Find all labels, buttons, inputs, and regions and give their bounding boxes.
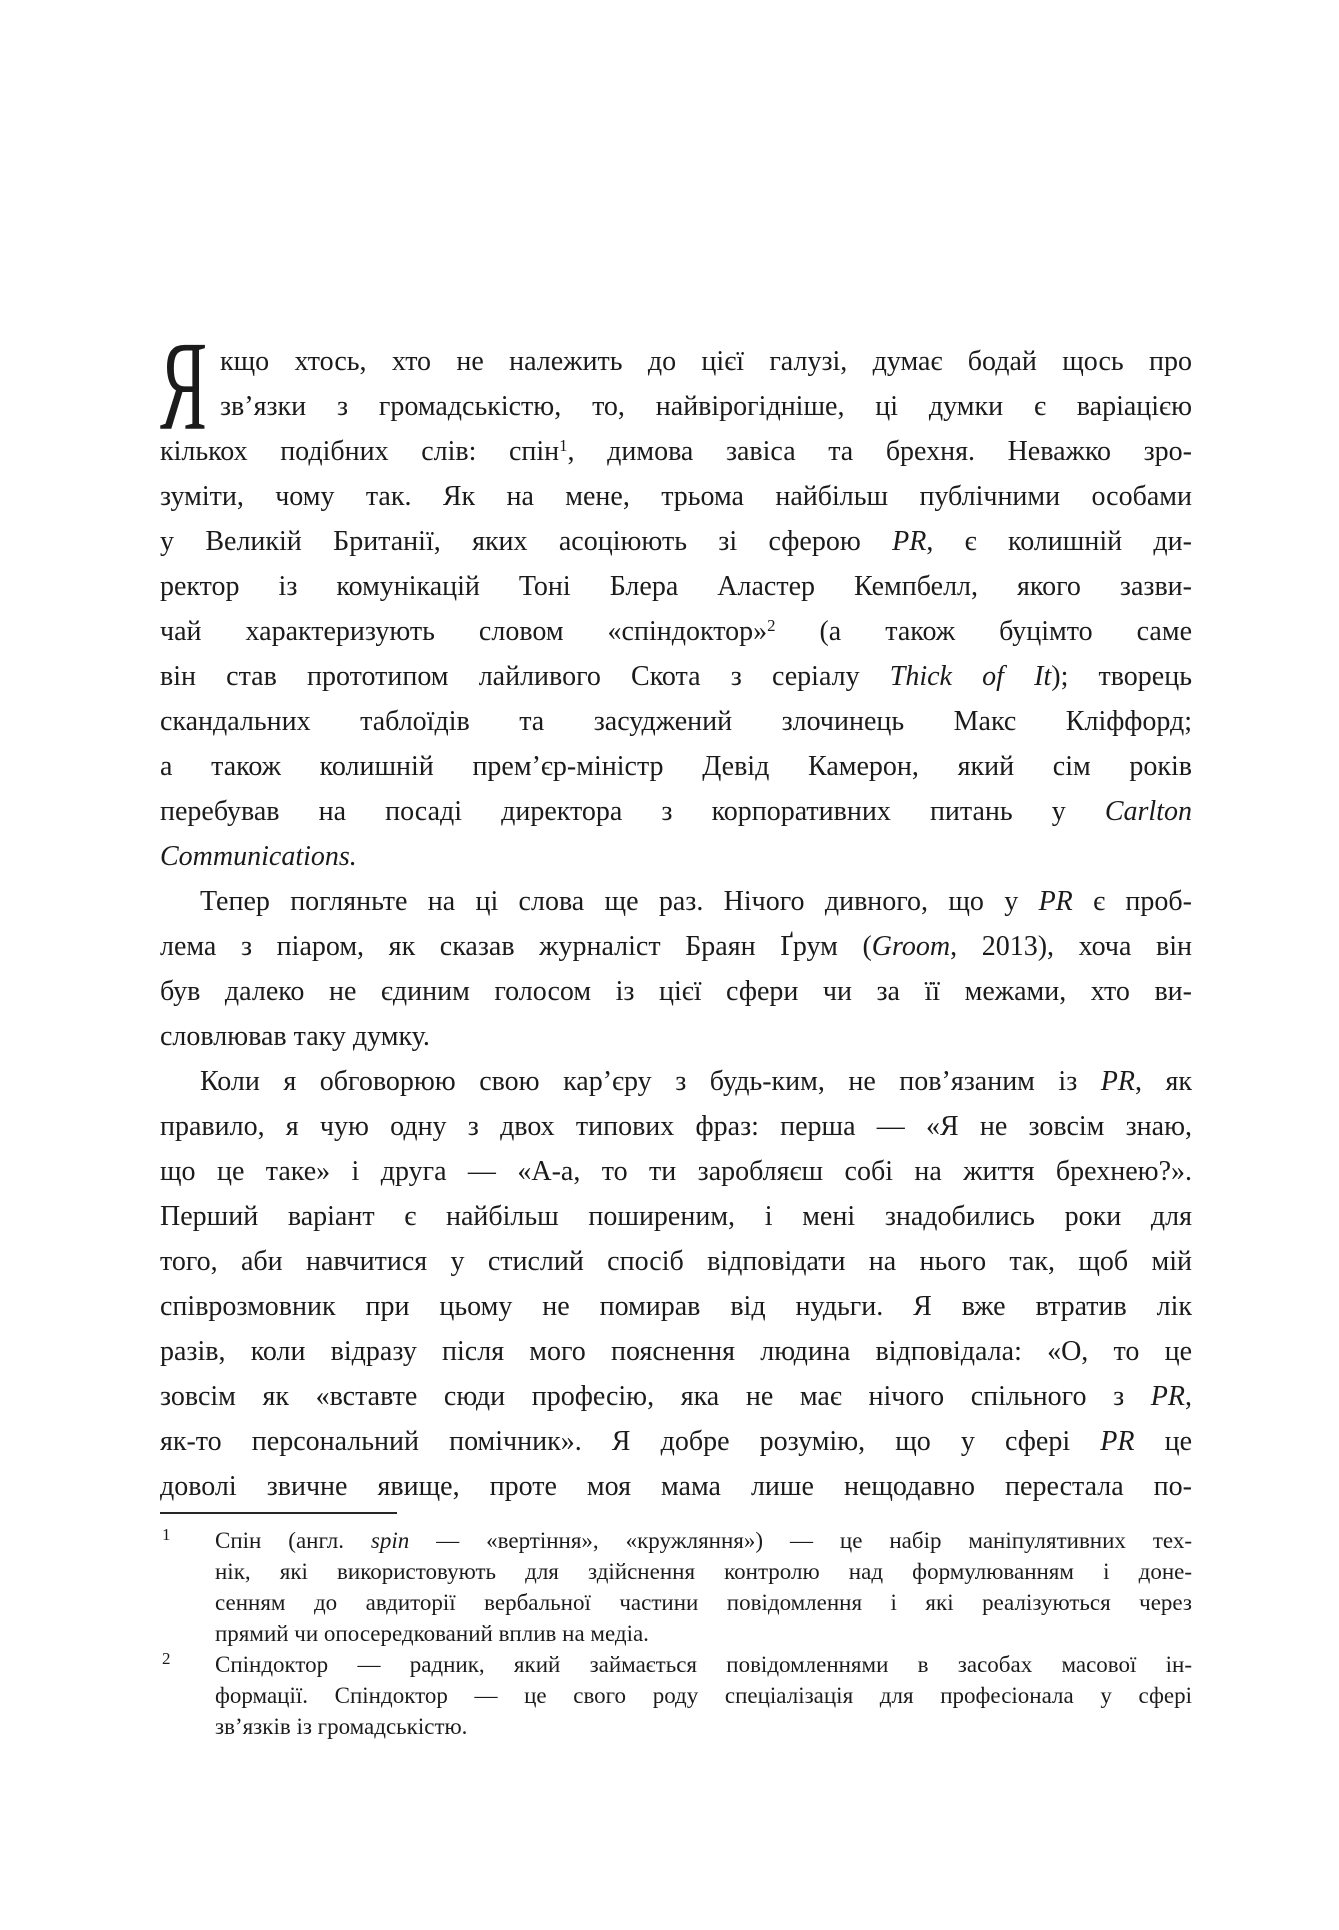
footnote-marker xyxy=(160,1525,215,1649)
text-segment: це xyxy=(1134,1426,1192,1457)
text-line xyxy=(160,1014,1192,1059)
text-segment: співрозмовник при цьому не помирав від нудьги. Я вже втратив лік xyxy=(160,1291,1192,1322)
italic-segment: PR xyxy=(1100,1426,1135,1457)
footnote-text xyxy=(215,1525,1192,1649)
text-segment: (а також буцімто саме xyxy=(775,616,1192,647)
text-line xyxy=(160,1194,1192,1239)
text-line xyxy=(160,609,1192,654)
italic-segment: Groom xyxy=(871,931,951,962)
text-line xyxy=(160,744,1192,789)
text-line xyxy=(160,519,1192,564)
italic-segment: spin xyxy=(370,1528,410,1553)
text-line xyxy=(215,1680,1192,1711)
body-text xyxy=(160,315,1193,1509)
text-segment: , 2013), хоча він xyxy=(950,931,1192,962)
text-line xyxy=(160,429,1192,474)
text-segment: Спін (англ. xyxy=(215,1528,371,1553)
text-segment: у Великій Британії, яких асоціюють зі сферою xyxy=(160,526,893,557)
text-line xyxy=(160,1464,1192,1509)
paragraph xyxy=(160,315,1192,879)
italic-segment: PR xyxy=(892,526,927,557)
text-segment: Коли я обговорюю свою кар’єру з будь-ким, не пов’язаним із xyxy=(200,1066,1101,1097)
text-line xyxy=(160,879,1192,924)
text-segment: сенням до авдиторії вербальної частини повідомлення і які реалізуються через xyxy=(215,1590,1192,1615)
text-segment: лема з піаром, як сказав журналіст Браян Ґрум ( xyxy=(160,931,872,962)
text-segment: нік, які використовують для здійснення контролю над формулюванням і доне- xyxy=(215,1559,1192,1584)
text-segment: доволі звичне явище, проте моя мама лише нещодавно перестала по- xyxy=(160,1471,1192,1502)
text-segment: перебував на посаді директора з корпоративних питань у xyxy=(160,796,1105,827)
footnote-marker-number: 2 xyxy=(162,1649,171,1668)
italic-segment: PR xyxy=(1150,1381,1185,1412)
footnote-text xyxy=(215,1649,1192,1742)
text-segment: словлював таку думку. xyxy=(160,1021,430,1052)
italic-segment: PR xyxy=(1038,886,1073,917)
italic-segment: PR xyxy=(1100,1066,1135,1097)
drop-cap xyxy=(160,315,212,457)
text-segment: що це таке» і друга — «А-а, то ти заробляєш собі на життя брехнею?». xyxy=(160,1156,1192,1187)
text-segment: Тепер погляньте на ці слова ще раз. Нічого дивного, що у xyxy=(200,886,1039,917)
text-line xyxy=(160,834,1192,879)
text-segment: був далеко не єдиним голосом із цієї сфери чи за її межами, хто ви- xyxy=(160,976,1192,1007)
text-line xyxy=(160,1374,1192,1419)
footnotes-section xyxy=(160,1512,1192,1742)
text-segment: Спіндоктор — радник, який займається повідомленнями в засобах масової ін- xyxy=(215,1652,1192,1677)
text-line xyxy=(160,699,1192,744)
text-line xyxy=(215,1711,1192,1742)
text-segment: чай характеризують словом «спіндоктор» xyxy=(160,616,768,647)
text-segment: разів, коли відразу після мого пояснення людина відповідала: «О, то це xyxy=(160,1336,1192,1367)
text-segment: як-то персональний помічник». Я добре розумію, що у сфері xyxy=(160,1426,1101,1457)
text-segment: ); творець xyxy=(1051,661,1192,692)
text-segment: прямий чи опосередкований вплив на медіа. xyxy=(215,1621,649,1646)
footnotes xyxy=(160,1525,1192,1742)
footnote-separator xyxy=(160,1512,397,1514)
italic-segment: Carlton xyxy=(1104,796,1192,827)
text-line xyxy=(160,654,1192,699)
text-segment: правило, я чую одну з двох типових фраз: перша — «Я не зовсім знаю, xyxy=(160,1111,1192,1142)
text-line xyxy=(160,1329,1192,1374)
text-segment: скандальних таблоїдів та засуджений злочинець Макс Кліффорд; xyxy=(160,706,1192,737)
drop-cap-letter: Я xyxy=(160,315,207,457)
footnote xyxy=(160,1649,1192,1742)
text-segment: зв’язків із громадськістю. xyxy=(215,1714,468,1739)
text-line xyxy=(160,1419,1192,1464)
text-line xyxy=(215,1525,1192,1556)
text-line xyxy=(160,339,1192,384)
text-segment: , є колишній ди- xyxy=(926,526,1192,557)
text-line xyxy=(160,1059,1192,1104)
text-segment: кількох подібних слів: спін xyxy=(160,436,560,467)
paragraph xyxy=(160,1059,1192,1509)
text-segment: , як xyxy=(1135,1066,1193,1097)
text-segment: є проб- xyxy=(1072,886,1192,917)
text-segment: — «вертіння», «кружляння») — це набір маніпулятивних тех- xyxy=(409,1528,1192,1553)
text-line xyxy=(160,1104,1192,1149)
italic-segment: Thick of It xyxy=(889,661,1052,692)
text-line xyxy=(160,969,1192,1014)
text-segment: , димова завіса та брехня. Неважко зро- xyxy=(567,436,1192,467)
text-segment: формації. Спіндоктор — це свого роду спеціалізація для професіонала у сфері xyxy=(215,1683,1192,1708)
text-line xyxy=(160,474,1192,519)
footnote-ref-superscript: 1 xyxy=(559,436,568,455)
footnote xyxy=(160,1525,1192,1649)
text-segment: зуміти, чому так. Як на мене, трьома найбільш публічними особами xyxy=(160,481,1192,512)
text-line xyxy=(215,1556,1192,1587)
text-line xyxy=(160,924,1192,969)
text-segment: кщо хтось, хто не належить до цієї галузі, думає бодай щось про xyxy=(220,346,1192,377)
footnote-marker xyxy=(160,1649,215,1742)
text-line xyxy=(160,1239,1192,1284)
text-segment: того, аби навчитися у стислий спосіб відповідати на нього так, щоб мій xyxy=(160,1246,1192,1277)
italic-segment: Communications. xyxy=(160,841,357,872)
text-line xyxy=(160,564,1192,609)
text-line xyxy=(160,1284,1192,1329)
text-line xyxy=(160,1149,1192,1194)
text-line xyxy=(215,1618,1192,1649)
text-segment: а також колишній прем’єр-міністр Девід Камерон, який сім років xyxy=(160,751,1192,782)
text-line xyxy=(215,1649,1192,1680)
text-segment: зовсім як «вставте сюди професію, яка не має нічого спільного з xyxy=(160,1381,1151,1412)
footnote-marker-number: 1 xyxy=(162,1525,171,1544)
text-segment: він став прототипом лайливого Скота з серіалу xyxy=(160,661,890,692)
text-line xyxy=(160,789,1192,834)
text-segment: ректор із комунікацій Тоні Блера Аластер Кемпбелл, якого зазви- xyxy=(160,571,1192,602)
paragraph xyxy=(160,879,1192,1059)
text-segment: , xyxy=(1185,1381,1192,1412)
text-line xyxy=(215,1587,1192,1618)
text-segment: Перший варіант є найбільш поширеним, і мені знадобились роки для xyxy=(160,1201,1192,1232)
text-line xyxy=(160,384,1192,429)
text-segment: зв’язки з громадськістю, то, найвірогідніше, ці думки є варіацією xyxy=(220,391,1192,422)
footnote-ref-superscript: 2 xyxy=(767,616,776,635)
